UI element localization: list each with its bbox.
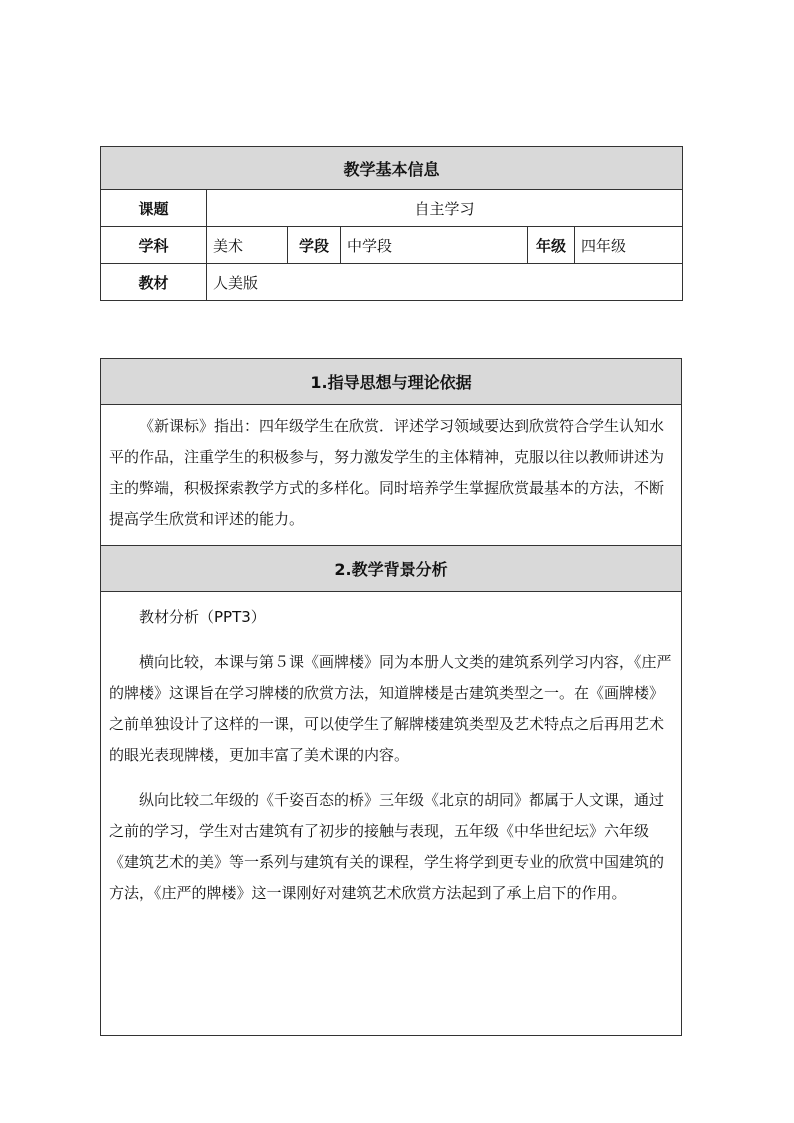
textbook-label: 教材 (101, 264, 207, 301)
grade-value: 四年级 (575, 227, 683, 264)
grade-label: 年级 (528, 227, 575, 264)
section2-paragraph-3: 纵向比较二年级的《千姿百态的桥》三年级《北京的胡同》都属于人文课，通过之前的学习，学生对古建筑有了初步的接触与表现，五年级《中华世纪坛》六年级《建筑艺术的美》等一系列与建筑有关的课程，学生将学到更专业的欣赏中国建筑的方法，《庄严的牌楼》这一课刚好对建筑艺术欣赏方法起到了承上启下的作用。 (109, 791, 665, 902)
subject-value: 美术 (207, 227, 288, 264)
subject-label: 学科 (101, 227, 207, 264)
topic-value: 自主学习 (207, 190, 683, 227)
section2-title: 2.教学背景分析 (101, 546, 682, 592)
basic-info-table (100, 146, 683, 301)
stage-value: 中学段 (341, 227, 528, 264)
section2-paragraph-1: 教材分析（PPT3） (139, 608, 266, 626)
textbook-value: 人美版 (207, 264, 683, 301)
section1-title: 1.指导思想与理论依据 (101, 359, 682, 405)
section2-paragraph-2: 横向比较，本课与第５课《画牌楼》同为本册人文类的建筑系列学习内容，《庄严的牌楼》这课旨在学习牌楼的欣赏方法，知道牌楼是古建筑类型之一。在《画牌楼》之前单独设计了这样的一课，可以使学生了解牌楼建筑类型及艺术特点之后再用艺术的眼光表现牌楼，更加丰富了美术课的内容。 (109, 653, 672, 764)
stage-label: 学段 (288, 227, 341, 264)
section2-body (101, 592, 682, 1036)
lesson-plan-table (100, 358, 682, 1036)
topic-label: 课题 (101, 190, 207, 227)
section1-body (101, 405, 682, 546)
section1-paragraph: 《新课标》指出：四年级学生在欣赏．评述学习领域要达到欣赏符合学生认知水平的作品，注重学生的积极参与，努力激发学生的主体精神，克服以往以教师讲述为主的弊端，积极探索教学方式的多样化。同时培养学生掌握欣赏最基本的方法，不断提高学生欣赏和评述的能力。 (109, 417, 665, 528)
basic-info-title: 教学基本信息 (101, 147, 683, 190)
